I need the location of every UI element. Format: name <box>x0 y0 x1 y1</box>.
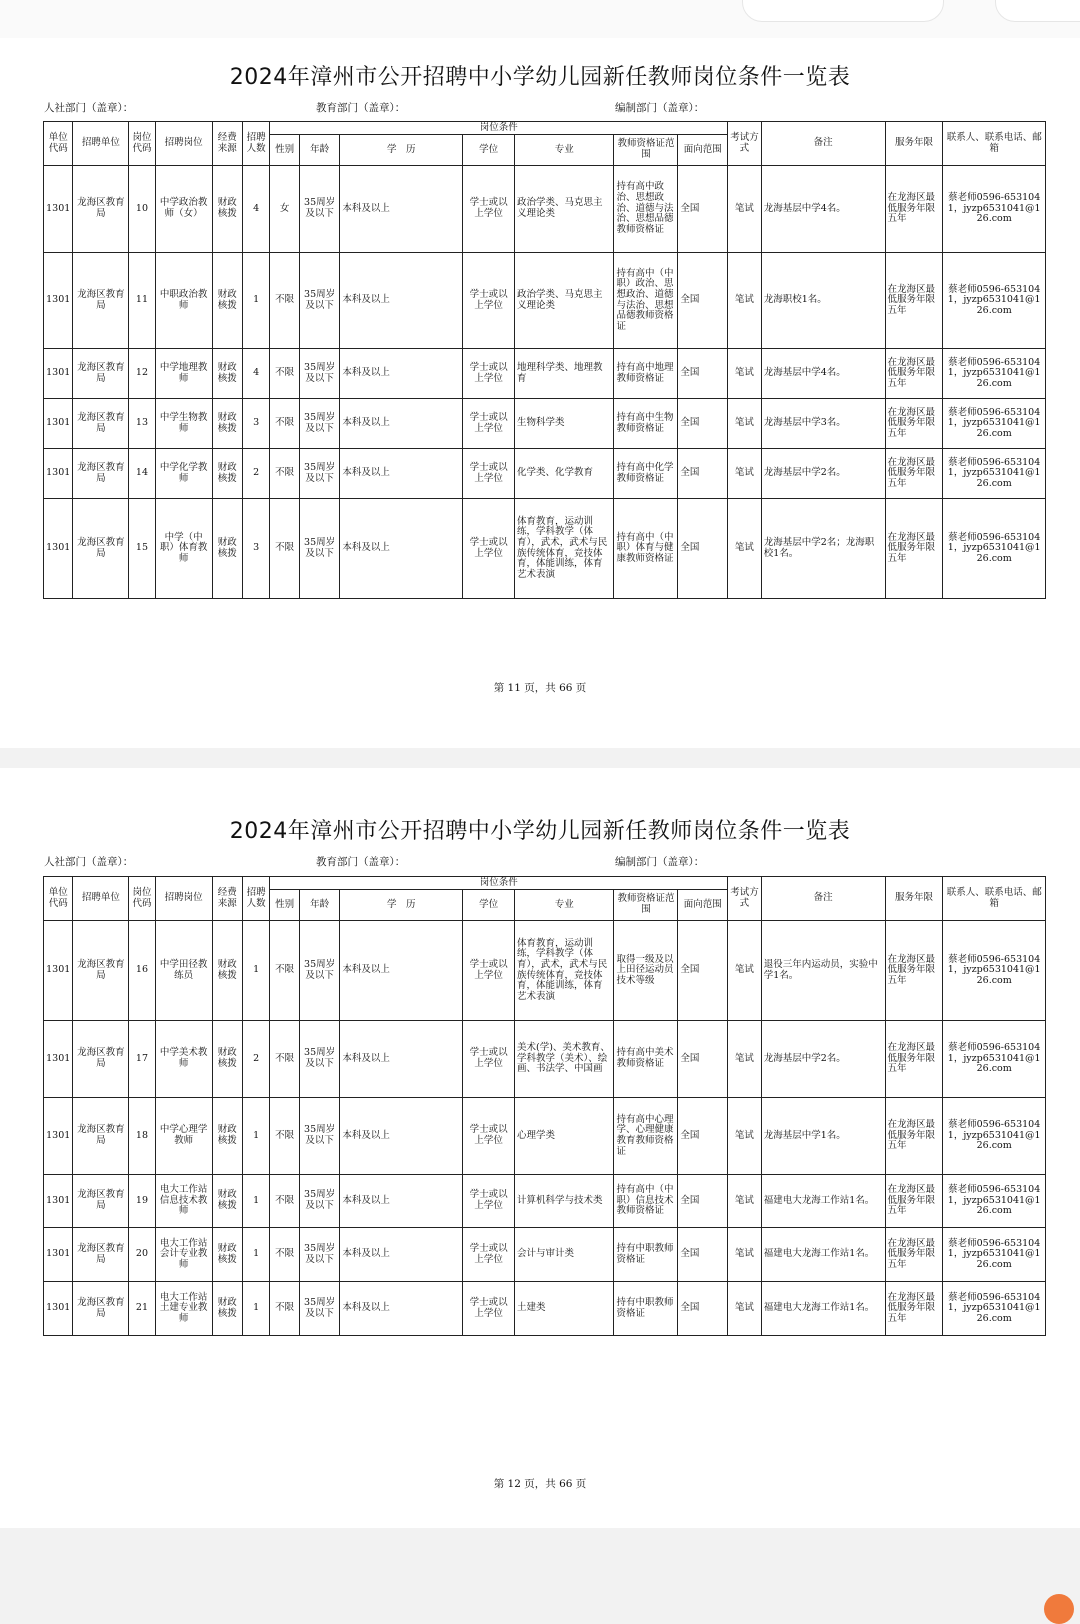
cell-cert: 持有中职教师资格证 <box>614 1228 678 1282</box>
cell-major: 政治学类、马克思主义理论类 <box>514 253 613 349</box>
cell-post-code: 19 <box>129 1175 155 1228</box>
hdr-major: 专业 <box>514 890 613 921</box>
cell-unit: 龙海区教育局 <box>73 349 129 399</box>
cell-unit: 龙海区教育局 <box>73 253 129 349</box>
hr-dept-label: 人社部门（盖章）： <box>44 102 134 114</box>
cell-degree: 学士或以上学位 <box>463 399 515 449</box>
cell-age: 35周岁及以下 <box>299 921 340 1021</box>
cell-service: 在龙海区最低服务年限五年 <box>885 1228 943 1282</box>
page-title: 2024年漳州市公开招聘中小学幼儿园新任教师岗位条件一览表 <box>229 819 851 844</box>
cell-fund: 财政核拨 <box>212 1228 242 1282</box>
cell-service: 在龙海区最低服务年限五年 <box>885 349 943 399</box>
cell-scope: 全国 <box>678 1228 728 1282</box>
positions-table <box>43 121 1046 599</box>
table-row <box>44 1098 1046 1175</box>
cell-gender: 不限 <box>270 1021 299 1098</box>
hdr-degree: 学位 <box>463 135 515 166</box>
cell-unit-code: 1301 <box>44 1021 73 1098</box>
cell-exam: 笔试 <box>728 253 762 349</box>
hdr-post: 招聘岗位 <box>155 122 212 166</box>
cell-age: 35周岁及以下 <box>299 1098 340 1175</box>
hdr-edu: 学 历 <box>340 890 463 921</box>
cell-unit-code: 1301 <box>44 166 73 253</box>
hdr-service: 服务年限 <box>885 122 943 166</box>
staffing-dept-label: 编制部门（盖章）： <box>615 102 705 114</box>
cell-cert: 持有高中美术教师资格证 <box>614 1021 678 1098</box>
cell-post: 中学（中职）体育教师 <box>155 499 212 599</box>
cell-fund: 财政核拨 <box>212 166 242 253</box>
cell-gender: 不限 <box>270 349 299 399</box>
cell-unit-code: 1301 <box>44 253 73 349</box>
staffing-dept-label: 编制部门（盖章）： <box>615 856 705 868</box>
cell-unit: 龙海区教育局 <box>73 1175 129 1228</box>
cell-gender: 不限 <box>270 921 299 1021</box>
cell-edu: 本科及以上 <box>340 349 463 399</box>
cell-cert: 取得一级及以上田径运动员技术等级 <box>614 921 678 1021</box>
cell-edu: 本科及以上 <box>340 399 463 449</box>
cell-fund: 财政核拨 <box>212 499 242 599</box>
hdr-conditions: 岗位条件 <box>270 122 728 135</box>
cell-scope: 全国 <box>678 449 728 499</box>
hdr-edu: 学 历 <box>340 135 463 166</box>
cell-edu: 本科及以上 <box>340 1282 463 1336</box>
cell-contact: 蔡老师0596-6531041，jyzp6531041@126.com <box>943 1228 1046 1282</box>
cell-unit-code: 1301 <box>44 1228 73 1282</box>
page-footer: 第 12 页，共 66 页 <box>493 1478 587 1490</box>
cell-service: 在龙海区最低服务年限五年 <box>885 499 943 599</box>
edu-dept-label: 教育部门（盖章）： <box>316 102 406 114</box>
cell-major: 地理科学类、地理教育 <box>514 349 613 399</box>
cell-degree: 学士或以上学位 <box>463 349 515 399</box>
cell-note: 退役三年内运动员，实验中学1名。 <box>761 921 885 1021</box>
cell-fund: 财政核拨 <box>212 349 242 399</box>
cell-age: 35周岁及以下 <box>299 499 340 599</box>
positions-table <box>43 876 1046 1336</box>
cell-contact: 蔡老师0596-6531041，jyzp6531041@126.com <box>943 399 1046 449</box>
cell-count: 1 <box>242 921 269 1021</box>
cell-post: 中学田径教练员 <box>155 921 212 1021</box>
edu-dept-label: 教育部门（盖章）： <box>316 856 406 868</box>
cell-contact: 蔡老师0596-6531041，jyzp6531041@126.com <box>943 449 1046 499</box>
hdr-unit: 招聘单位 <box>73 877 129 921</box>
cell-unit-code: 1301 <box>44 1282 73 1336</box>
cell-post: 中职政治教师 <box>155 253 212 349</box>
hdr-degree: 学位 <box>463 890 515 921</box>
table-row <box>44 499 1046 599</box>
cell-unit-code: 1301 <box>44 1098 73 1175</box>
cell-age: 35周岁及以下 <box>299 1228 340 1282</box>
hdr-service: 服务年限 <box>885 877 943 921</box>
cell-note: 龙海基层中学2名。 <box>761 1021 885 1098</box>
cell-cert: 持有高中心理学、心理健康教育教师资格证 <box>614 1098 678 1175</box>
cell-age: 35周岁及以下 <box>299 1175 340 1228</box>
cell-contact: 蔡老师0596-6531041，jyzp6531041@126.com <box>943 921 1046 1021</box>
cell-fund: 财政核拨 <box>212 399 242 449</box>
cell-service: 在龙海区最低服务年限五年 <box>885 166 943 253</box>
cell-degree: 学士或以上学位 <box>463 499 515 599</box>
cell-edu: 本科及以上 <box>340 499 463 599</box>
table-row <box>44 449 1046 499</box>
cell-post-code: 21 <box>129 1282 155 1336</box>
cell-age: 35周岁及以下 <box>299 449 340 499</box>
cell-fund: 财政核拨 <box>212 921 242 1021</box>
cell-service: 在龙海区最低服务年限五年 <box>885 449 943 499</box>
cell-exam: 笔试 <box>728 921 762 1021</box>
cell-age: 35周岁及以下 <box>299 253 340 349</box>
cell-note: 龙海职校1名。 <box>761 253 885 349</box>
cell-note: 龙海基层中学1名。 <box>761 1098 885 1175</box>
cell-post: 中学生物教师 <box>155 399 212 449</box>
cell-degree: 学士或以上学位 <box>463 921 515 1021</box>
cell-major: 心理学类 <box>514 1098 613 1175</box>
cell-count: 1 <box>242 253 269 349</box>
cell-cert: 持有高中（中职）体育与健康教师资格证 <box>614 499 678 599</box>
cell-contact: 蔡老师0596-6531041，jyzp6531041@126.com <box>943 1175 1046 1228</box>
cell-age: 35周岁及以下 <box>299 399 340 449</box>
cell-exam: 笔试 <box>728 349 762 399</box>
cell-post-code: 17 <box>129 1021 155 1098</box>
cell-unit: 龙海区教育局 <box>73 449 129 499</box>
cell-cert: 持有中职教师资格证 <box>614 1282 678 1336</box>
table-row <box>44 166 1046 253</box>
cell-fund: 财政核拨 <box>212 1098 242 1175</box>
hdr-gender: 性别 <box>270 135 299 166</box>
cell-contact: 蔡老师0596-6531041，jyzp6531041@126.com <box>943 166 1046 253</box>
document-page-12 <box>0 768 1080 1528</box>
cell-age: 35周岁及以下 <box>299 349 340 399</box>
cell-unit-code: 1301 <box>44 449 73 499</box>
cell-major: 生物科学类 <box>514 399 613 449</box>
hdr-conditions: 岗位条件 <box>270 877 728 890</box>
cell-post: 中学心理学教师 <box>155 1098 212 1175</box>
hdr-post-code: 岗位代码 <box>129 122 155 166</box>
cell-post-code: 13 <box>129 399 155 449</box>
table-row <box>44 253 1046 349</box>
page-title: 2024年漳州市公开招聘中小学幼儿园新任教师岗位条件一览表 <box>229 65 851 90</box>
cell-unit-code: 1301 <box>44 1175 73 1228</box>
cell-gender: 不限 <box>270 1175 299 1228</box>
hdr-post: 招聘岗位 <box>155 877 212 921</box>
cell-unit-code: 1301 <box>44 921 73 1021</box>
page-footer: 第 11 页，共 66 页 <box>493 682 587 694</box>
floating-action-button[interactable] <box>1044 1594 1074 1624</box>
document-page-11 <box>0 38 1080 748</box>
cell-edu: 本科及以上 <box>340 253 463 349</box>
cell-contact: 蔡老师0596-6531041，jyzp6531041@126.com <box>943 1098 1046 1175</box>
cell-cert: 持有高中化学教师资格证 <box>614 449 678 499</box>
cell-post-code: 18 <box>129 1098 155 1175</box>
hdr-major: 专业 <box>514 135 613 166</box>
cell-gender: 女 <box>270 166 299 253</box>
top-pill-left[interactable] <box>742 0 944 22</box>
cell-count: 3 <box>242 399 269 449</box>
cell-count: 1 <box>242 1098 269 1175</box>
cell-unit-code: 1301 <box>44 349 73 399</box>
cell-contact: 蔡老师0596-6531041，jyzp6531041@126.com <box>943 253 1046 349</box>
cell-service: 在龙海区最低服务年限五年 <box>885 1282 943 1336</box>
hdr-unit-code: 单位代码 <box>44 877 73 921</box>
table-row <box>44 1282 1046 1336</box>
cell-unit-code: 1301 <box>44 399 73 449</box>
cell-major: 计算机科学与技术类 <box>514 1175 613 1228</box>
cell-note: 龙海基层中学3名。 <box>761 399 885 449</box>
top-pill-right[interactable] <box>995 0 1080 22</box>
cell-fund: 财政核拨 <box>212 1175 242 1228</box>
cell-post-code: 15 <box>129 499 155 599</box>
cell-post-code: 10 <box>129 166 155 253</box>
cell-note: 福建电大龙海工作站1名。 <box>761 1175 885 1228</box>
cell-gender: 不限 <box>270 253 299 349</box>
cell-gender: 不限 <box>270 399 299 449</box>
cell-degree: 学士或以上学位 <box>463 1098 515 1175</box>
cell-degree: 学士或以上学位 <box>463 1228 515 1282</box>
hdr-fund: 经费来源 <box>212 122 242 166</box>
cell-unit: 龙海区教育局 <box>73 166 129 253</box>
cell-degree: 学士或以上学位 <box>463 449 515 499</box>
table-row <box>44 1021 1046 1098</box>
table-row <box>44 921 1046 1021</box>
cell-post: 电大工作站会计专业教师 <box>155 1228 212 1282</box>
cell-major: 政治学类、马克思主义理论类 <box>514 166 613 253</box>
cell-scope: 全国 <box>678 399 728 449</box>
cell-scope: 全国 <box>678 253 728 349</box>
cell-scope: 全国 <box>678 1175 728 1228</box>
cell-edu: 本科及以上 <box>340 1175 463 1228</box>
cell-degree: 学士或以上学位 <box>463 1021 515 1098</box>
cell-major: 体育教育，运动训练，学科教学（体育），武术，武术与民族传统体育，竞技体育，体能训练，体育艺术表演 <box>514 499 613 599</box>
cell-count: 1 <box>242 1175 269 1228</box>
cell-degree: 学士或以上学位 <box>463 1175 515 1228</box>
cell-scope: 全国 <box>678 921 728 1021</box>
cell-service: 在龙海区最低服务年限五年 <box>885 1175 943 1228</box>
cell-major: 会计与审计类 <box>514 1228 613 1282</box>
cell-post-code: 16 <box>129 921 155 1021</box>
cell-count: 4 <box>242 349 269 399</box>
cell-unit: 龙海区教育局 <box>73 499 129 599</box>
cell-unit: 龙海区教育局 <box>73 1228 129 1282</box>
cell-service: 在龙海区最低服务年限五年 <box>885 253 943 349</box>
cell-count: 1 <box>242 1228 269 1282</box>
cell-count: 2 <box>242 1021 269 1098</box>
hdr-gender: 性别 <box>270 890 299 921</box>
hdr-post-code: 岗位代码 <box>129 877 155 921</box>
cell-unit: 龙海区教育局 <box>73 399 129 449</box>
hdr-unit: 招聘单位 <box>73 122 129 166</box>
cell-scope: 全国 <box>678 499 728 599</box>
cell-count: 3 <box>242 499 269 599</box>
hdr-contact: 联系人、联系电话、邮箱 <box>943 877 1046 921</box>
cell-cert: 持有高中地理教师资格证 <box>614 349 678 399</box>
cell-fund: 财政核拨 <box>212 1021 242 1098</box>
cell-note: 福建电大龙海工作站1名。 <box>761 1282 885 1336</box>
cell-contact: 蔡老师0596-6531041，jyzp6531041@126.com <box>943 1021 1046 1098</box>
table-row <box>44 349 1046 399</box>
table-row <box>44 1175 1046 1228</box>
cell-post-code: 14 <box>129 449 155 499</box>
cell-scope: 全国 <box>678 1021 728 1098</box>
cell-age: 35周岁及以下 <box>299 1021 340 1098</box>
cell-scope: 全国 <box>678 166 728 253</box>
cell-post: 电大工作站信息技术教师 <box>155 1175 212 1228</box>
hdr-contact: 联系人、联系电话、邮箱 <box>943 122 1046 166</box>
cell-post-code: 12 <box>129 349 155 399</box>
cell-cert: 持有高中（中职）信息技术教师资格证 <box>614 1175 678 1228</box>
cell-note: 福建电大龙海工作站1名。 <box>761 1228 885 1282</box>
hdr-cert: 教师资格证范围 <box>614 135 678 166</box>
hdr-count: 招聘人数 <box>242 877 269 921</box>
hdr-note: 备注 <box>761 877 885 921</box>
cell-post-code: 11 <box>129 253 155 349</box>
cell-gender: 不限 <box>270 499 299 599</box>
cell-note: 龙海基层中学4名。 <box>761 166 885 253</box>
cell-edu: 本科及以上 <box>340 1228 463 1282</box>
cell-degree: 学士或以上学位 <box>463 253 515 349</box>
cell-service: 在龙海区最低服务年限五年 <box>885 399 943 449</box>
cell-note: 龙海基层中学2名。 <box>761 449 885 499</box>
cell-service: 在龙海区最低服务年限五年 <box>885 1098 943 1175</box>
cell-count: 4 <box>242 166 269 253</box>
cell-exam: 笔试 <box>728 166 762 253</box>
hdr-scope: 面向范围 <box>678 890 728 921</box>
cell-post-code: 20 <box>129 1228 155 1282</box>
hdr-scope: 面向范围 <box>678 135 728 166</box>
cell-service: 在龙海区最低服务年限五年 <box>885 1021 943 1098</box>
cell-gender: 不限 <box>270 449 299 499</box>
hr-dept-label: 人社部门（盖章）： <box>44 856 134 868</box>
cell-age: 35周岁及以下 <box>299 166 340 253</box>
cell-count: 2 <box>242 449 269 499</box>
cell-exam: 笔试 <box>728 1175 762 1228</box>
hdr-age: 年龄 <box>299 135 340 166</box>
cell-note: 龙海基层中学2名；龙海职校1名。 <box>761 499 885 599</box>
cell-post: 中学化学教师 <box>155 449 212 499</box>
cell-age: 35周岁及以下 <box>299 1282 340 1336</box>
cell-exam: 笔试 <box>728 499 762 599</box>
hdr-note: 备注 <box>761 122 885 166</box>
hdr-age: 年龄 <box>299 890 340 921</box>
hdr-cert: 教师资格证范围 <box>614 890 678 921</box>
cell-major: 化学类、化学教育 <box>514 449 613 499</box>
cell-post: 中学政治教师（女） <box>155 166 212 253</box>
cell-cert: 持有高中（中职）政治、思想政治、道德与法治、思想品德教师资格证 <box>614 253 678 349</box>
cell-fund: 财政核拨 <box>212 1282 242 1336</box>
hdr-exam: 考试方式 <box>728 877 762 921</box>
cell-degree: 学士或以上学位 <box>463 1282 515 1336</box>
cell-scope: 全国 <box>678 1282 728 1336</box>
cell-fund: 财政核拨 <box>212 253 242 349</box>
cell-scope: 全国 <box>678 1098 728 1175</box>
cell-unit: 龙海区教育局 <box>73 1021 129 1098</box>
cell-edu: 本科及以上 <box>340 449 463 499</box>
cell-scope: 全国 <box>678 349 728 399</box>
hdr-count: 招聘人数 <box>242 122 269 166</box>
browser-top-bar <box>0 0 1080 38</box>
cell-gender: 不限 <box>270 1282 299 1336</box>
cell-exam: 笔试 <box>728 1282 762 1336</box>
cell-edu: 本科及以上 <box>340 1098 463 1175</box>
cell-edu: 本科及以上 <box>340 921 463 1021</box>
cell-major: 土建类 <box>514 1282 613 1336</box>
cell-contact: 蔡老师0596-6531041，jyzp6531041@126.com <box>943 499 1046 599</box>
cell-exam: 笔试 <box>728 399 762 449</box>
cell-edu: 本科及以上 <box>340 166 463 253</box>
cell-major: 体育教育，运动训练，学科教学（体育），武术，武术与民族传统体育，竞技体育，体能训练，体育艺术表演 <box>514 921 613 1021</box>
cell-edu: 本科及以上 <box>340 1021 463 1098</box>
cell-unit: 龙海区教育局 <box>73 1282 129 1336</box>
hdr-exam: 考试方式 <box>728 122 762 166</box>
cell-cert: 持有高中政治、思想政治、道德与法治、思想品德教师资格证 <box>614 166 678 253</box>
cell-gender: 不限 <box>270 1228 299 1282</box>
cell-contact: 蔡老师0596-6531041，jyzp6531041@126.com <box>943 349 1046 399</box>
cell-cert: 持有高中生物教师资格证 <box>614 399 678 449</box>
hdr-fund: 经费来源 <box>212 877 242 921</box>
cell-post: 中学地理教师 <box>155 349 212 399</box>
hdr-unit-code: 单位代码 <box>44 122 73 166</box>
cell-exam: 笔试 <box>728 1228 762 1282</box>
cell-exam: 笔试 <box>728 449 762 499</box>
cell-exam: 笔试 <box>728 1021 762 1098</box>
cell-gender: 不限 <box>270 1098 299 1175</box>
cell-count: 1 <box>242 1282 269 1336</box>
cell-degree: 学士或以上学位 <box>463 166 515 253</box>
cell-post: 中学美术教师 <box>155 1021 212 1098</box>
cell-unit: 龙海区教育局 <box>73 1098 129 1175</box>
cell-unit-code: 1301 <box>44 499 73 599</box>
cell-note: 龙海基层中学4名。 <box>761 349 885 399</box>
cell-major: 美术(学)、美术教育、学科教学（美术）、绘画、书法学、中国画 <box>514 1021 613 1098</box>
table-row <box>44 1228 1046 1282</box>
cell-contact: 蔡老师0596-6531041，jyzp6531041@126.com <box>943 1282 1046 1336</box>
cell-exam: 笔试 <box>728 1098 762 1175</box>
table-row <box>44 399 1046 449</box>
cell-post: 电大工作站土建专业教师 <box>155 1282 212 1336</box>
cell-fund: 财政核拨 <box>212 449 242 499</box>
cell-unit: 龙海区教育局 <box>73 921 129 1021</box>
cell-service: 在龙海区最低服务年限五年 <box>885 921 943 1021</box>
